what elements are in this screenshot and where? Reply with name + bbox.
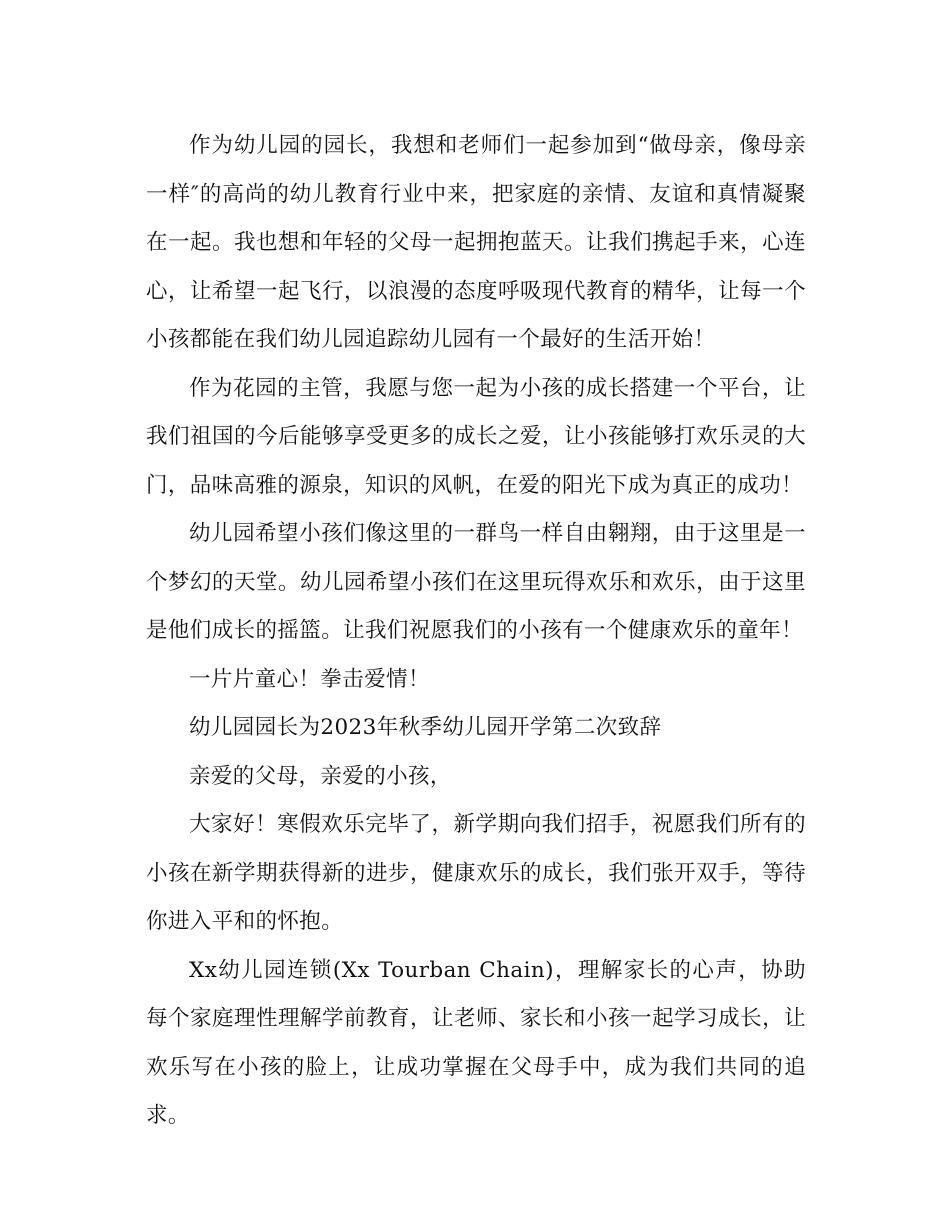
paragraph-principal-intro: 作为幼儿园的园长，我想和老师们一起参加到“做母亲，像母亲一样″的高尚的幼儿教育行业中来，把家庭的亲情、友谊和真情凝聚在一起。我也想和年轻的父母一起拥抱蓝天。让我们携起手来，心连心，让希望一起飞行，以浪漫的态度呼吸现代教育的精华，让每一个小孩都能在我们幼儿园追踪幼儿园有一个最好的生活开始！ [146,133,806,352]
paragraph-new-semester: 大家好！寒假欢乐完毕了，新学期向我们招手，祝愿我们所有的小孩在新学期获得新的进步，健康欢乐的成长，我们张开双手，等待你进入平和的怀抱。 [146,812,806,934]
paragraph-garden-supervisor: 作为花园的主管，我愿与您一起为小孩的成长搭建一个平台，让我们祖国的今后能够享受更多的成长之爱，让小孩能够打欢乐灵的大门，品味高雅的源泉，知识的风帆，在爱的阳光下成为真正的成功！ [146,375,806,498]
document-body [146,122,806,1141]
paragraph-kindergarten-chain: Xx幼儿园连锁(Xx Tourban Chain)，理解家长的心声，协助每个家庭理性理解学前教育，让老师、家长和小孩一起学习成长，让欢乐写在小孩的脸上，让成功掌握在父母手中，成为我们共同的追求。 [146,957,806,1128]
paragraph-slogan: 一片片童心！拳击爱情！ [189,666,430,692]
speech-title: 幼儿园园长为2023年秋季幼儿园开学第二次致辞 [189,715,662,740]
greeting-line: 亲爱的父母，亲爱的小孩， [189,763,452,789]
paragraph-kindergarten-hopes: 幼儿园希望小孩们像这里的一群鸟一样自由翱翔，由于这里是一个梦幻的天堂。幼儿园希望小孩们在这里玩得欢乐和欢乐，由于这里是他们成长的摇篮。让我们祝愿我们的小孩有一个健康欢乐的童年！ [146,521,806,643]
